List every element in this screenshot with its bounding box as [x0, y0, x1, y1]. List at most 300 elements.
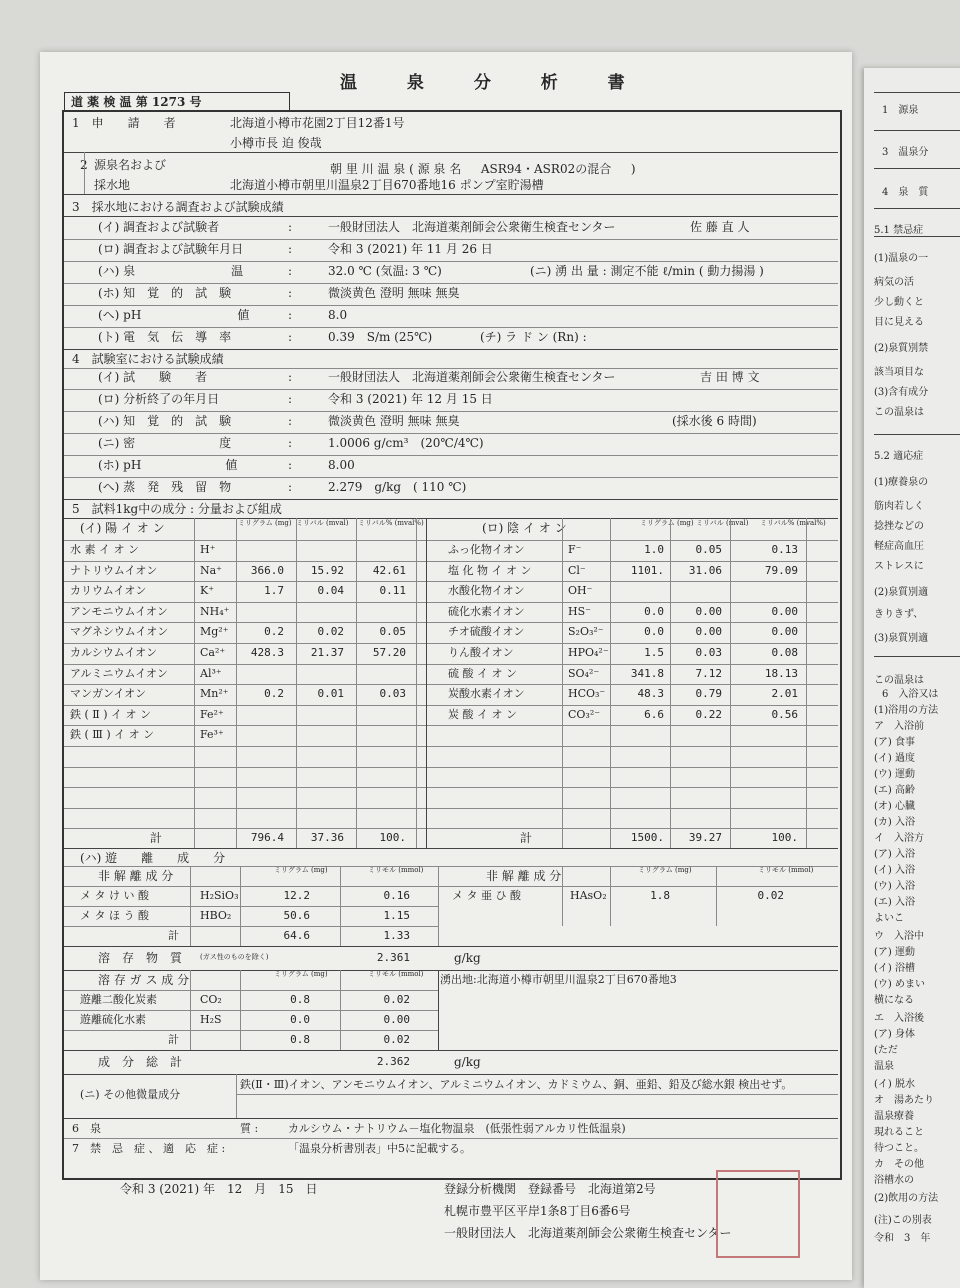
attached-table-line: カ その他	[874, 1159, 924, 1170]
section5-header: 5 試料1kg中の成分 : 分量および組成	[72, 502, 282, 516]
applicant-address: 北海道小樽市花園2丁目12番1号	[230, 116, 405, 130]
non-dissociated-mg: 12.2	[283, 889, 310, 903]
attached-table-line: 横になる	[874, 995, 914, 1006]
attached-table-line: ストレスに	[874, 561, 924, 572]
field-extra: (採水後 6 時間)	[672, 414, 757, 428]
attached-table-line: (2)泉質別禁	[874, 343, 929, 354]
field-extra: (チ) ラ ド ン (Rn) :	[480, 330, 587, 344]
gas-name: 計	[168, 1033, 179, 1047]
section3-header: 3 採水地における調査および試験成績	[72, 200, 284, 214]
gas-name: 遊離硫化水素	[80, 1013, 146, 1027]
field-colon: :	[288, 436, 293, 450]
anion-name: 水酸化物イオン	[448, 584, 525, 598]
anion-mg: 1.0	[644, 543, 664, 556]
rule-line	[64, 239, 838, 240]
field-value: 32.0 ℃ (気温: 3 ℃)	[328, 264, 442, 278]
non-dissociated-mmol: 0.16	[383, 889, 410, 903]
dissolved-matter-label: 溶 存 物 質	[98, 951, 183, 966]
field-colon: :	[288, 242, 293, 256]
attached-table-line: きりきず、	[874, 609, 924, 620]
cation-formula: Al³⁺	[200, 666, 222, 680]
trace-components-value: 鉄(Ⅱ・Ⅲ)イオン、アンモニウムイオン、アルミニウムイオン、カドミウム、銅、亜鉛、鉛及び総水銀 検出せず。	[240, 1078, 793, 1092]
field-label: (ニ) 密 度	[98, 436, 232, 450]
gas-mmol: 0.02	[383, 1033, 410, 1047]
column-line	[240, 866, 241, 946]
rule-line	[64, 283, 838, 284]
rule-line	[64, 305, 838, 306]
indications-note: 「温泉分析書別表」中5に記載する。	[288, 1142, 471, 1156]
attached-table-line: ア 入浴前	[874, 721, 924, 732]
attached-table-sheet	[864, 68, 960, 1288]
anion-name: 炭 酸 イ オ ン	[448, 707, 517, 721]
anion-formula: S₂O₃²⁻	[568, 625, 604, 639]
field-label: (ロ) 分析終了の年月日	[98, 392, 220, 406]
attached-table-line: (イ) 過度	[874, 753, 915, 764]
section6-label: 6 泉	[72, 1122, 101, 1136]
anion-name: 硫 酸 イ オ ン	[448, 666, 517, 680]
non-dissociated-label-right: 非 解 離 成 分	[486, 869, 562, 884]
rule-line	[64, 622, 838, 623]
unit-mval: ミリバル (mval)	[696, 519, 749, 527]
non-dissociated-mg: 64.6	[283, 929, 310, 943]
attached-table-line: 1 源泉	[882, 105, 919, 116]
attached-rule-line	[874, 236, 960, 237]
rule-line	[64, 327, 838, 328]
column-line	[716, 866, 717, 926]
field-extra: 佐 藤 直 人	[690, 220, 750, 234]
gas-mmol: 0.02	[383, 993, 410, 1007]
cation-formula: Mg²⁺	[200, 625, 229, 639]
field-value: 1.0006 g/cm³ (20℃/4℃)	[328, 436, 484, 450]
cation-mval: 0.04	[317, 584, 344, 598]
total-components-label: 成 分 総 計	[98, 1055, 183, 1070]
column-line	[190, 970, 191, 1050]
anion-total-mg: 1500.	[630, 831, 664, 845]
cation-mg: 0.2	[264, 687, 284, 701]
anion-mval: 0.22	[695, 707, 722, 721]
free-components-header: (ハ) 遊 離 成 分	[80, 851, 226, 866]
field-value: 微淡黄色 澄明 無味 無臭	[328, 414, 460, 428]
anion-mval: 0.79	[695, 687, 722, 701]
dissolved-matter-note: (ガス性のものを除く)	[200, 953, 269, 962]
column-line	[610, 866, 611, 926]
column-line	[806, 518, 807, 848]
trace-components-label: (ニ) その他微量成分	[80, 1088, 181, 1102]
anion-formula: Cl⁻	[568, 563, 586, 577]
rule-line	[64, 411, 838, 412]
attached-table-line: (イ) 脱水	[874, 1079, 915, 1090]
attached-table-line: (カ) 入浴	[874, 817, 915, 828]
field-label: (ヘ) 蒸 発 残 留 物	[98, 480, 232, 494]
cation-name: マンガンイオン	[70, 687, 147, 701]
anion-name: 塩 化 物 イ オ ン	[448, 563, 532, 577]
cation-name: カルシウムイオン	[70, 646, 158, 659]
rule-line	[64, 455, 838, 456]
cation-header: (イ) 陽 イ オ ン	[80, 521, 165, 535]
field-colon: :	[288, 458, 293, 472]
column-line	[236, 518, 237, 848]
lab-organization: 一般財団法人 北海道薬剤師会公衆衛生検査センター	[444, 1226, 732, 1240]
field-colon: :	[288, 414, 293, 428]
attached-rule-line	[874, 92, 960, 93]
gas-mmol: 0.00	[383, 1013, 410, 1027]
field-label: (ト) 電 気 伝 導 率	[98, 330, 232, 344]
anion-header: (ロ) 陰 イ オ ン	[482, 521, 567, 535]
column-line	[190, 866, 191, 946]
anion-formula: HS⁻	[568, 604, 591, 618]
cation-total-mval: 37.36	[310, 831, 344, 845]
cation-name: 鉄 ( Ⅲ ) イ オ ン	[70, 728, 155, 742]
dissolved-gas-header: 溶 存 ガ ス 成 分	[98, 973, 190, 988]
sampling-place: 北海道小樽市朝里川温泉2丁目670番地16 ポンプ室貯湯槽	[230, 178, 544, 192]
field-label: (ホ) pH 値	[98, 458, 238, 472]
cation-mval: 0.02	[317, 625, 344, 639]
rule-line	[64, 725, 838, 726]
non-dissociated-formula-right: HAsO₂	[570, 889, 607, 903]
anion-formula: OH⁻	[568, 584, 593, 598]
cation-total-mg: 796.4	[250, 831, 284, 845]
field-colon: :	[288, 370, 293, 384]
rule-line	[64, 1030, 438, 1031]
rule-line	[64, 216, 838, 217]
field-value: 8.00	[328, 458, 355, 472]
anion-mval: 7.12	[695, 666, 722, 680]
cation-name: ナトリウムイオン	[70, 563, 158, 577]
field-label: (ハ) 知 覚 的 試 験	[98, 414, 232, 428]
cation-mg: 366.0	[250, 563, 284, 577]
unit-mmol: ミリモル (mmol)	[758, 866, 814, 875]
sampling-place-label: 採水地	[94, 178, 131, 192]
attached-table-line: (注)この別表	[874, 1215, 932, 1226]
column-line	[356, 518, 357, 848]
rule-line	[64, 1074, 838, 1075]
attached-rule-line	[874, 168, 960, 169]
column-line	[240, 970, 241, 1050]
rule-line	[64, 540, 838, 541]
rule-line	[64, 767, 838, 768]
unit-mg: ミリグラム (mg)	[274, 970, 328, 979]
rule-line	[64, 643, 838, 644]
rule-line	[64, 684, 838, 685]
field-value: 一般財団法人 北海道薬剤師会公衆衛生検査センター	[328, 220, 616, 234]
attached-table-line: 温泉療養	[874, 1111, 914, 1122]
cation-mval-pct: 0.05	[379, 625, 406, 639]
cation-name: カリウムイオン	[70, 584, 147, 598]
column-line	[426, 518, 427, 848]
unit-mval: ミリバル (mval)	[296, 519, 349, 527]
cation-mval-pct: 0.11	[379, 584, 406, 598]
attached-table-line: 捻挫などの	[874, 521, 924, 532]
non-dissociated-mmol-right: 0.02	[757, 889, 784, 903]
attached-table-line: 4 泉 質	[882, 187, 929, 198]
attached-table-line: 3 温泉分	[882, 147, 929, 158]
attached-table-line: ウ 入浴中	[874, 931, 924, 942]
cation-formula: NH₄⁺	[200, 604, 230, 618]
rule-line	[64, 705, 838, 706]
attached-table-line: (ウ) めまい	[874, 979, 925, 990]
attached-table-line: (3)含有成分	[874, 387, 929, 398]
anion-mval-pct: 0.56	[771, 707, 798, 721]
cation-formula: K⁺	[200, 584, 215, 598]
unit-mg: ミリグラム (mg)	[238, 519, 292, 527]
cation-mg: 428.3	[250, 646, 284, 659]
rule-line	[64, 886, 838, 887]
rule-line	[64, 664, 838, 665]
field-value: 令和 3 (2021) 年 12 月 15 日	[328, 392, 493, 406]
column-line	[416, 518, 417, 848]
column-line	[84, 152, 85, 194]
cation-mval: 15.92	[310, 563, 344, 577]
attached-table-line: (2)飲用の方法	[874, 1193, 939, 1204]
attached-table-line: (ウ) 運動	[874, 769, 915, 780]
attached-table-line: この温泉は	[874, 675, 924, 686]
attached-table-line: (ア) 運動	[874, 947, 915, 958]
field-colon: :	[288, 330, 293, 344]
column-line	[340, 970, 341, 1050]
anion-formula: F⁻	[568, 543, 582, 556]
attached-table-line: (2)泉質別適	[874, 587, 929, 598]
non-dissociated-name: メ タ け い 酸	[80, 889, 149, 903]
dissolved-matter-value: 2.361	[376, 951, 410, 965]
anion-name: チオ硫酸イオン	[448, 625, 525, 639]
attached-table-line: 5.2 適応症	[874, 451, 924, 462]
attached-table-line: (ア) 身体	[874, 1029, 915, 1040]
cation-name: アンモニウムイオン	[70, 604, 168, 618]
attached-table-line: (イ) 入浴	[874, 865, 915, 876]
anion-mval: 0.03	[695, 646, 722, 659]
attached-table-line: 温泉	[874, 1061, 894, 1072]
anion-mval-pct: 0.00	[771, 604, 798, 618]
anion-mval: 0.00	[695, 604, 722, 618]
non-dissociated-name: メ タ ほ う 酸	[80, 909, 149, 923]
field-label: (ハ) 泉 温	[98, 264, 244, 278]
attached-table-line: 目に見える	[874, 317, 924, 328]
gas-mg: 0.8	[290, 1033, 310, 1047]
anion-formula: HPO₄²⁻	[568, 646, 609, 659]
attached-table-line: 現れること	[874, 1127, 924, 1138]
rule-line	[64, 746, 838, 747]
anion-formula: CO₃²⁻	[568, 707, 601, 721]
gas-formula: H₂S	[200, 1013, 222, 1027]
anion-total-pct: 100.	[771, 831, 798, 845]
attached-table-line: (オ) 心臓	[874, 801, 915, 812]
non-dissociated-name: 計	[168, 929, 179, 943]
lab-address: 札幌市豊平区平岸1条8丁目6番6号	[444, 1204, 631, 1218]
rule-line	[64, 499, 838, 500]
cation-formula: Fe²⁺	[200, 707, 224, 721]
rule-line	[64, 848, 838, 849]
rule-line	[64, 261, 838, 262]
anion-mg: 0.0	[644, 625, 664, 639]
anion-mg: 1.5	[644, 646, 664, 659]
attached-rule-line	[874, 130, 960, 131]
attached-rule-line	[874, 434, 960, 435]
anion-formula: HCO₃⁻	[568, 687, 606, 701]
rule-line	[64, 828, 838, 829]
cation-name: 鉄 ( Ⅱ ) イ オ ン	[70, 707, 152, 721]
field-colon: :	[288, 308, 293, 322]
attached-table-line: (エ) 高齢	[874, 785, 915, 796]
field-colon: :	[288, 220, 293, 234]
rule-line	[64, 581, 838, 582]
cation-name: マグネシウムイオン	[70, 625, 169, 639]
attached-table-line: 浴槽水の	[874, 1175, 914, 1186]
rule-line	[64, 368, 838, 369]
non-dissociated-formula: H₂SiO₃	[200, 889, 239, 903]
spring-quality: カルシウム・ナトリウム－塩化物温泉 (低張性弱アルカリ性低温泉)	[288, 1122, 626, 1136]
rule-line	[64, 990, 438, 991]
column-line	[438, 970, 439, 1050]
cation-mval: 21.37	[310, 646, 344, 659]
applicant-label: 1 申 請 者	[72, 116, 176, 130]
cation-formula: Mn²⁺	[200, 687, 229, 701]
rule-line	[64, 787, 838, 788]
cation-formula: Na⁺	[200, 563, 222, 577]
anion-mg: 1101.	[630, 563, 664, 577]
column-line	[670, 518, 671, 848]
rule-line	[64, 433, 838, 434]
attached-table-line: イ 入浴方	[874, 833, 924, 844]
field-label: (ヘ) pH 値	[98, 308, 250, 322]
anion-mval-pct: 2.01	[771, 687, 798, 701]
attached-table-line: (エ) 入浴	[874, 897, 915, 908]
anion-mg: 6.6	[644, 707, 664, 721]
field-extra: 吉 田 博 文	[700, 370, 760, 384]
official-seal-stamp	[716, 1170, 800, 1258]
unit-mmol: ミリモル (mmol)	[368, 970, 424, 979]
attached-table-line: この温泉は	[874, 407, 924, 418]
column-line	[562, 866, 563, 926]
field-colon: :	[288, 286, 293, 300]
issue-date: 令和 3 (2021) 年 12 月 15 日	[120, 1182, 318, 1196]
dissolved-matter-unit: g/kg	[454, 951, 481, 966]
field-value: 令和 3 (2021) 年 11 月 26 日	[328, 242, 493, 256]
anion-formula: SO₄²⁻	[568, 666, 600, 680]
attached-table-line: 6 入浴又は	[882, 689, 939, 700]
column-line	[340, 866, 341, 946]
anion-name: 炭酸水素イオン	[448, 687, 525, 701]
attached-table-line: 軽症高血圧	[874, 541, 924, 552]
field-value: 微淡黄色 澄明 無味 無臭	[328, 286, 460, 300]
unit-mg: ミリグラム (mg)	[274, 866, 328, 875]
unit-mval-pct: ミリバル% (mval%)	[358, 519, 424, 527]
non-dissociated-mg-right: 1.8	[650, 889, 670, 903]
unit-mmol: ミリモル (mmol)	[368, 866, 424, 875]
cation-mg: 1.7	[264, 584, 284, 598]
attached-table-line: (ア) 食事	[874, 737, 915, 748]
cation-total-pct: 100.	[379, 831, 406, 845]
spring-name: 朝 里 川 温 泉 ( 源 泉 名 ASR94・ASR02の混合 )	[330, 162, 636, 176]
gas-formula: CO₂	[200, 993, 222, 1007]
rule-line	[64, 602, 838, 603]
unit-mg: ミリグラム (mg)	[638, 866, 692, 875]
non-dissociated-mg: 50.6	[283, 909, 310, 923]
section6-colon: 質 :	[240, 1122, 259, 1136]
attached-table-line: (3)泉質別適	[874, 633, 929, 644]
anion-total-label: 計	[520, 831, 533, 846]
anion-mval-pct: 0.08	[771, 646, 798, 659]
anion-mval-pct: 0.13	[771, 543, 798, 556]
attached-table-line: (1)浴用の方法	[874, 705, 939, 716]
attached-table-line: 少し動くと	[874, 297, 924, 308]
anion-mg: 48.3	[637, 687, 664, 701]
field-colon: :	[288, 264, 293, 278]
rule-line	[64, 946, 838, 947]
attached-rule-line	[874, 656, 960, 657]
gas-mg: 0.0	[290, 1013, 310, 1027]
field-label: (ホ) 知 覚 的 試 験	[98, 286, 232, 300]
anion-mval-pct: 0.00	[771, 625, 798, 639]
field-colon: :	[288, 480, 293, 494]
attached-table-line: 病気の活	[874, 277, 914, 288]
anion-mg: 0.0	[644, 604, 664, 618]
rule-line	[64, 1010, 438, 1011]
column-line	[562, 518, 563, 848]
applicant-name: 小樽市長 迫 俊哉	[230, 136, 322, 150]
non-dissociated-formula: HBO₂	[200, 909, 232, 923]
non-dissociated-mmol: 1.15	[383, 909, 410, 923]
attached-table-line: 待つこと。	[874, 1143, 924, 1154]
cation-total-label: 計	[150, 831, 163, 846]
rule-line	[64, 152, 838, 153]
rule-line	[64, 349, 838, 350]
attached-table-line: 令和 3 年	[874, 1233, 931, 1244]
source-location-note: 湧出地:北海道小樽市朝里川温泉2丁目670番地3	[440, 973, 677, 987]
anion-name: 硫化水素イオン	[448, 604, 525, 618]
anion-mval-pct: 79.09	[764, 563, 798, 577]
cation-mval-pct: 0.03	[379, 687, 406, 701]
doc-number: 道 薬 検 温 第 1273 号	[71, 95, 202, 109]
rule-line	[64, 1118, 838, 1119]
cation-mval-pct: 57.20	[372, 646, 406, 659]
anion-name: ふっ化物イオン	[448, 543, 525, 556]
rule-line	[64, 926, 438, 927]
section2-number: 2	[80, 158, 88, 172]
column-line	[236, 1074, 237, 1118]
field-label: (ロ) 調査および試験年月日	[98, 242, 244, 256]
rule-line	[64, 866, 838, 867]
field-value: 8.0	[328, 308, 348, 322]
section4-header: 4 試験室における試験成績	[72, 352, 224, 366]
cation-mg: 0.2	[264, 625, 284, 639]
attached-table-line: (ウ) 入浴	[874, 881, 915, 892]
section7-label: 7 禁 忌 症 、 適 応 症 :	[72, 1142, 226, 1156]
non-dissociated-mmol: 1.33	[383, 929, 410, 943]
gas-mg: 0.8	[290, 993, 310, 1007]
attached-table-line: (1)療養泉の	[874, 477, 929, 488]
rule-line	[64, 1050, 838, 1051]
registration-number: 登録分析機関 登録番号 北海道第2号	[444, 1182, 656, 1196]
doc-number-box	[64, 92, 290, 112]
field-value: 一般財団法人 北海道薬剤師会公衆衛生検査センター	[328, 370, 616, 384]
column-line	[438, 866, 439, 946]
total-components-unit: g/kg	[454, 1055, 481, 1070]
anion-name: りん酸イオン	[448, 646, 514, 659]
rule-line	[64, 1138, 838, 1139]
attached-table-line: エ 入浴後	[874, 1013, 924, 1024]
gas-name: 遊離二酸化炭素	[80, 993, 157, 1007]
cation-mval: 0.01	[317, 687, 344, 701]
anion-mg: 341.8	[630, 666, 664, 680]
attached-table-line: 該当項目な	[874, 367, 924, 378]
attached-table-line: オ 湯あたり	[874, 1095, 934, 1106]
rule-line	[64, 808, 838, 809]
non-dissociated-name-right: メ タ 亜 ひ 酸	[452, 889, 521, 903]
attached-table-line: (1)温泉の一	[874, 253, 929, 264]
cation-name: アルミニウムイオン	[70, 666, 168, 680]
field-extra: (ニ) 湧 出 量 : 測定不能 ℓ/min ( 動力揚湯 )	[530, 264, 764, 278]
anion-mval: 0.05	[695, 543, 722, 556]
